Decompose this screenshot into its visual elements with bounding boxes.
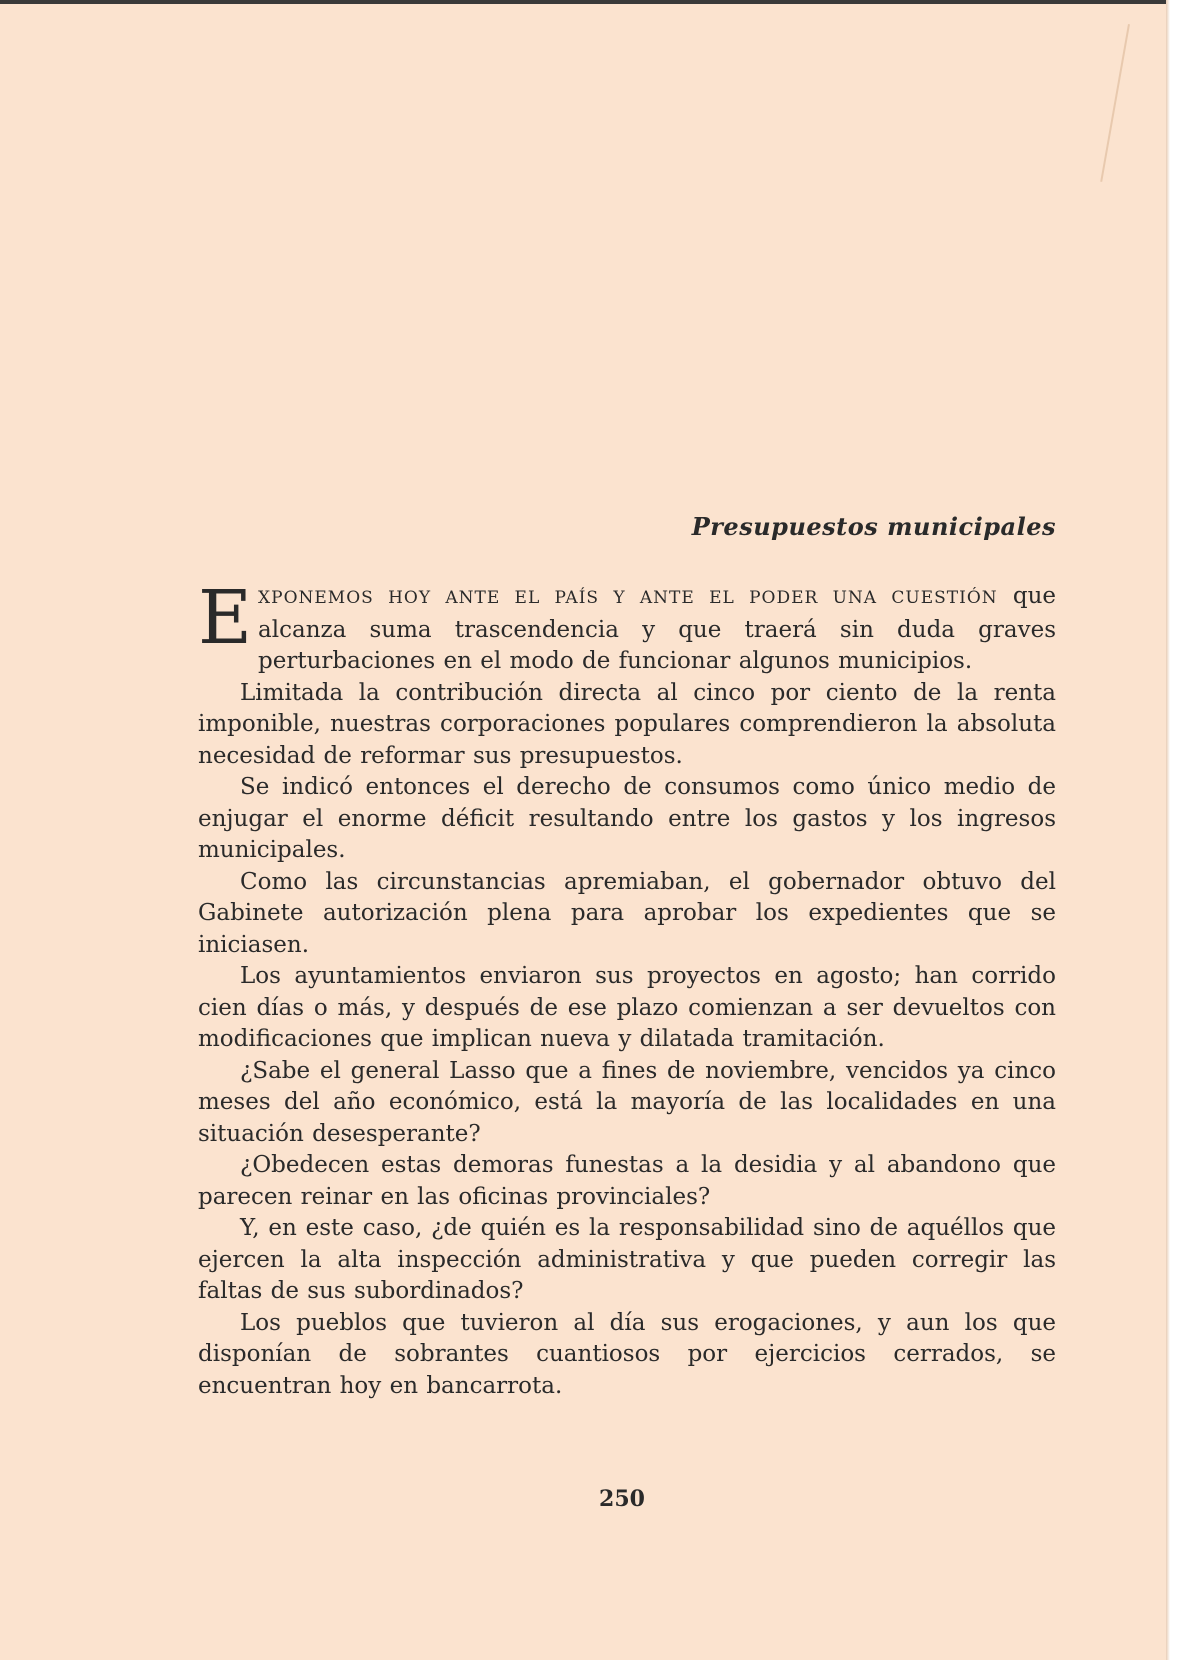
paragraph: ¿Obedecen estas demoras funestas a la desidia y al abandono que parecen reinar en las oficinas provinciales? [198,1152,1056,1210]
page-number: 250 [599,1486,645,1512]
text-column [198,512,1056,1402]
page-title: Presupuestos municipales [691,512,1056,541]
paragraph: Como las circunstancias apremiaban, el gobernador obtuvo del Gabinete autorización plena para aprobar los expedientes que se iniciasen. [198,868,1056,958]
paragraph: Limitada la contribución directa al cinco por ciento de la renta imponible, nuestras corporaciones populares comprendieron la absoluta necesidad de reformar sus presupuestos. [198,679,1056,769]
page-edge [1166,0,1170,1660]
paragraph: Se indicó entonces el derecho de consumos como único medio de enjugar el enorme déficit resultando entre los gastos y los ingresos municipales. [198,774,1056,863]
page-crease [1100,24,1130,182]
paragraph: Los ayuntamientos enviaron sus proyectos en agosto; han corrido cien días o más, y después de ese plazo comienzan a ser devueltos con modificaciones que implican nueva y dilatada tramitación. [198,963,1056,1052]
first-paragraph [198,575,1057,678]
small-caps-lead: XPONEMOS HOY ANTE EL PAÍS Y ANTE EL PODER UNA CUESTIÓN [258,588,998,608]
first-paragraph-text: que alcanza suma trascendencia y que traerá sin duda graves perturbaciones en el modo de funcionar algunos municipios. [258,583,1057,674]
drop-cap: E [198,575,253,661]
paragraph: ¿Sabe el general Lasso que a fines de noviembre, vencidos ya cinco meses del año económico, está la mayoría de las localidades en una situación desesperante? [198,1057,1056,1147]
paragraph: Los pueblos que tuvieron al día sus erogaciones, y aun los que disponían de sobrantes cuantiosos por ejercicios cerrados, se encuentran hoy en bancarrota. [198,1309,1056,1399]
paragraph: Y, en este caso, ¿de quién es la responsabilidad sino de aquéllos que ejercen la alta inspección administrativa y que pueden corregir las faltas de sus subordinados? [198,1215,1056,1304]
